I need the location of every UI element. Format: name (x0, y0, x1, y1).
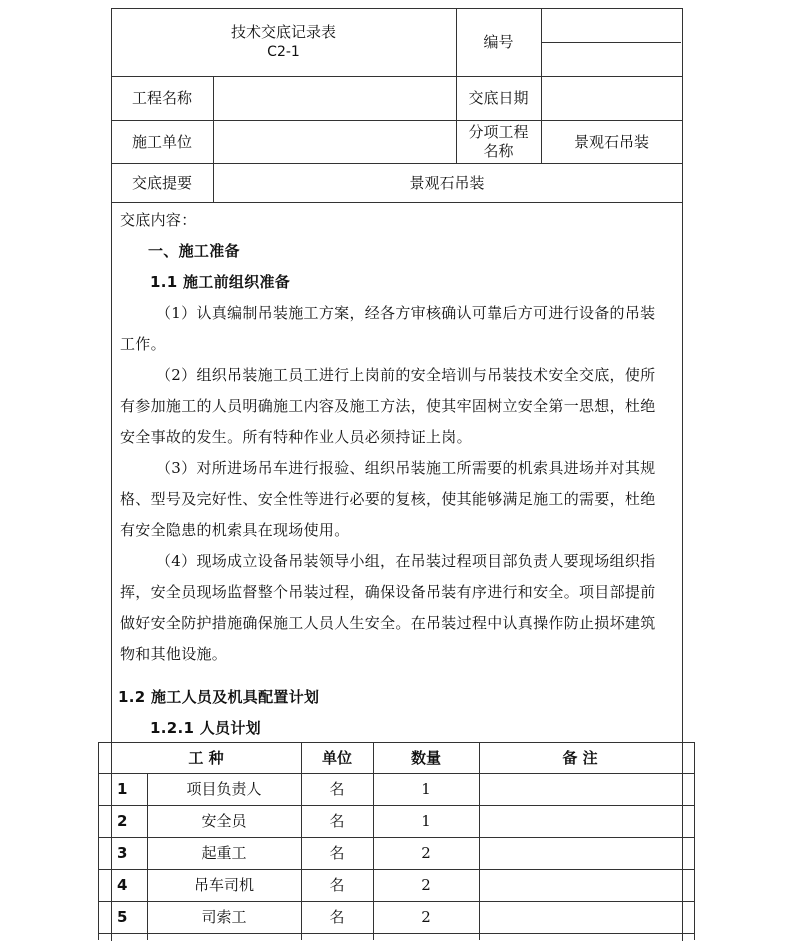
row-note (479, 901, 681, 933)
header-work-type: 工 种 (188, 748, 224, 767)
table-line (98, 742, 99, 940)
row-divider (111, 202, 682, 203)
row-work-type: 安全员 (201, 812, 247, 830)
row-note (479, 837, 681, 869)
form-title (111, 8, 456, 76)
header-note: 备 注 (562, 748, 598, 767)
subitem-value: 景观石吊装 (573, 132, 649, 151)
paragraph-2-line: （2）组织吊装施工员工进行上岗前的安全培训与吊装技术安全交底，使所 (156, 366, 656, 384)
row-quantity: 1 (421, 812, 431, 830)
row-work-type: 司索工 (201, 908, 247, 926)
row-work-type: 吊车司机 (193, 876, 254, 894)
paragraph-3-line: （3）对所进场吊车进行报验、组织吊装施工所需要的机索具进场并对其规 (156, 459, 656, 477)
number-field-1[interactable] (542, 9, 681, 42)
form-title-text: 技术交底记录表 (230, 23, 336, 41)
section-heading-1-2-1: 1.2.1 人员计划 (150, 719, 261, 737)
subitem-label (456, 120, 541, 163)
date-label: 交底日期 (468, 89, 529, 107)
paragraph-1-line: 工作。 (120, 335, 166, 353)
project-name-label: 工程名称 (131, 89, 192, 107)
paragraph-4-line: 挥，安全员现场监督整个吊装过程，确保设备吊装有序进行和安全。项目部提前 (120, 583, 656, 601)
subitem-label-line2: 名称 (483, 141, 514, 160)
row-unit: 名 (329, 844, 345, 862)
row-note (479, 773, 681, 805)
paragraph-4-line: （4）现场成立设备吊装领导小组，在吊装过程项目部负责人要现场组织指 (156, 552, 656, 570)
paragraph-3-line: 有安全隐患的机索具在现场使用。 (120, 521, 350, 539)
summary-value: 景观石吊装 (409, 173, 485, 192)
paragraph-4-line: 做好安全防护措施确保施工人员人生安全。在吊装过程中认真操作防止损坏建筑 (120, 614, 656, 632)
form-code: C2-1 (267, 44, 300, 60)
number-label: 编号 (483, 33, 514, 51)
section-heading-1-1: 1.1 施工前组织准备 (150, 273, 291, 291)
row-quantity: 2 (421, 908, 431, 926)
row-number: 1 (117, 780, 128, 798)
date-field[interactable] (542, 77, 681, 120)
header-quantity: 数量 (410, 748, 441, 767)
row-unit: 名 (329, 908, 345, 926)
summary-label: 交底提要 (131, 173, 192, 192)
paragraph-2-line: 安全事故的发生。所有特种作业人员必须持证上岗。 (120, 428, 472, 446)
row-quantity: 2 (421, 876, 431, 894)
row-unit: 名 (329, 812, 345, 830)
row-note (479, 869, 681, 901)
project-name-field[interactable] (214, 77, 456, 120)
row-unit: 名 (329, 876, 345, 894)
table-line (694, 742, 695, 940)
section-heading-1-2: 1.2 施工人员及机具配置计划 (118, 688, 320, 706)
paragraph-2-line: 有参加施工的人员明确施工内容及施工方法，使其牢固树立安全第一思想，杜绝 (120, 397, 656, 415)
row-quantity: 1 (421, 780, 431, 798)
row-number: 5 (117, 908, 128, 926)
row-work-type: 起重工 (201, 844, 247, 862)
unit-field[interactable] (214, 121, 456, 163)
paragraph-4-line: 物和其他设施。 (120, 645, 228, 663)
paragraph-1-line: （1）认真编制吊装施工方案，经各方审核确认可靠后方可进行设备的吊装 (156, 304, 656, 322)
row-quantity: 2 (421, 844, 431, 862)
row-unit: 名 (329, 780, 345, 798)
table-line (98, 933, 695, 934)
content-intro: 交底内容： (120, 211, 197, 229)
row-number: 2 (117, 812, 128, 830)
number-field-2[interactable] (542, 43, 681, 76)
row-number: 4 (117, 876, 128, 894)
paragraph-3-line: 格、型号及完好性、安全性等进行必要的复核，使其能够满足施工的需要，杜绝 (120, 490, 656, 508)
row-work-type: 项目负责人 (186, 780, 262, 798)
subitem-label-line1: 分项工程 (468, 122, 529, 141)
section-heading-1: 一、施工准备 (148, 242, 240, 260)
header-unit: 单位 (321, 748, 352, 767)
unit-label: 施工单位 (131, 132, 192, 151)
row-number: 3 (117, 844, 128, 862)
row-note (479, 805, 681, 837)
